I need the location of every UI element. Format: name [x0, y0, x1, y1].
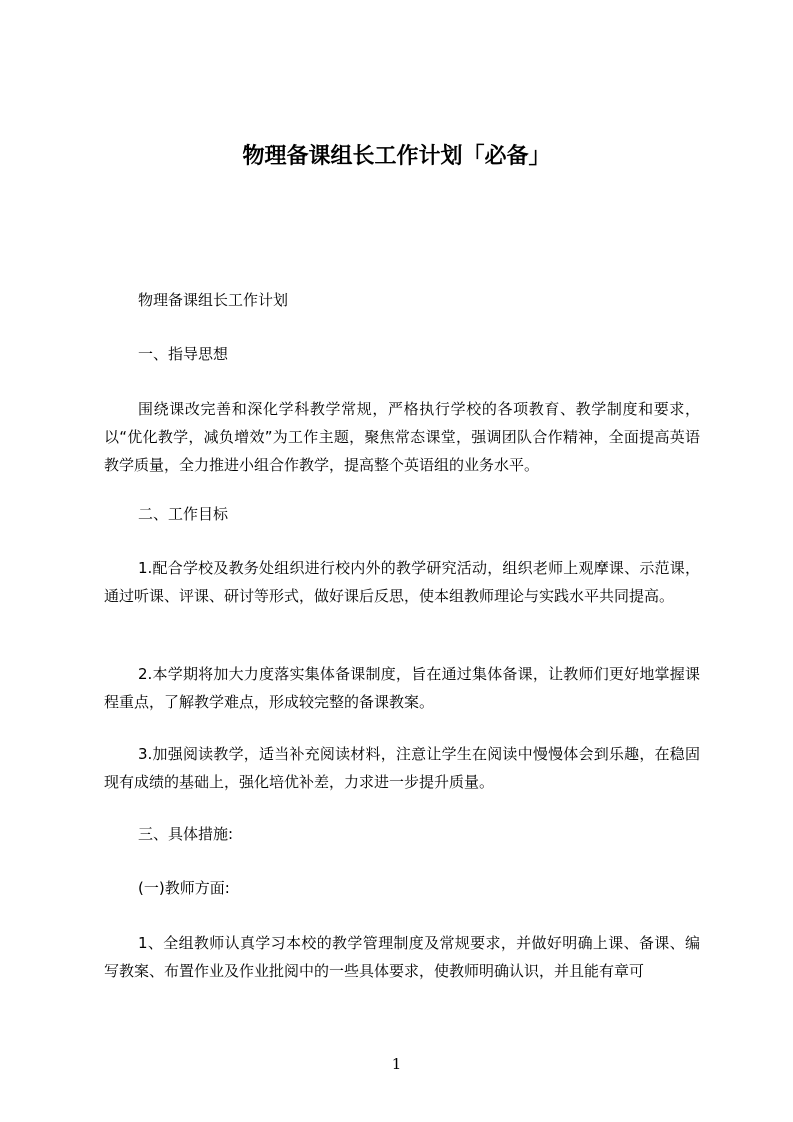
paragraph-guiding-thought: 围绕课改完善和深化学科教学常规，严格执行学校的各项教育、教学制度和要求，以“优化教学，减负增效”为工作主题，聚焦常态课堂，强调团队合作精神，全面提高英语教学质量，全力推进小组合作教学，提高整个英语组的业务水平。	[104, 400, 700, 474]
subsection-heading-teachers: (一)教师方面:	[138, 879, 230, 897]
document-title: 物理备课组长工作计划「必备」	[242, 144, 551, 169]
section-heading-guiding-thought: 一、指导思想	[138, 345, 229, 363]
paragraph-goal-3: 3.加强阅读教学，适当补充阅读材料，注意让学生在阅读中慢慢体会到乐趣，在稳固现有成绩的基础上，强化培优补差，力求进一步提升质量。	[104, 745, 700, 791]
section-heading-work-goals: 二、工作目标	[138, 505, 229, 523]
page-number: 1	[391, 1055, 402, 1073]
paragraph-measure-1: 1、全组教师认真学习本校的教学管理制度及常规要求，并做好明确上课、备课、编写教案、布置作业及作业批阅中的一些具体要求，使教师明确认识，并且能有章可	[104, 934, 700, 980]
paragraph-goal-2: 2.本学期将加大力度落实集体备课制度，旨在通过集体备课，让教师们更好地掌握课程重点，了解教学难点，形成较完整的备课教案。	[104, 665, 700, 711]
paragraph-goal-1: 1.配合学校及教务处组织进行校内外的教学研究活动，组织老师上观摩课、示范课，通过听课、评课、研讨等形式，做好课后反思，使本组教师理论与实践水平共同提高。	[104, 559, 700, 605]
subtitle: 物理备课组长工作计划	[138, 291, 289, 309]
section-heading-measures: 三、具体措施:	[138, 825, 234, 843]
